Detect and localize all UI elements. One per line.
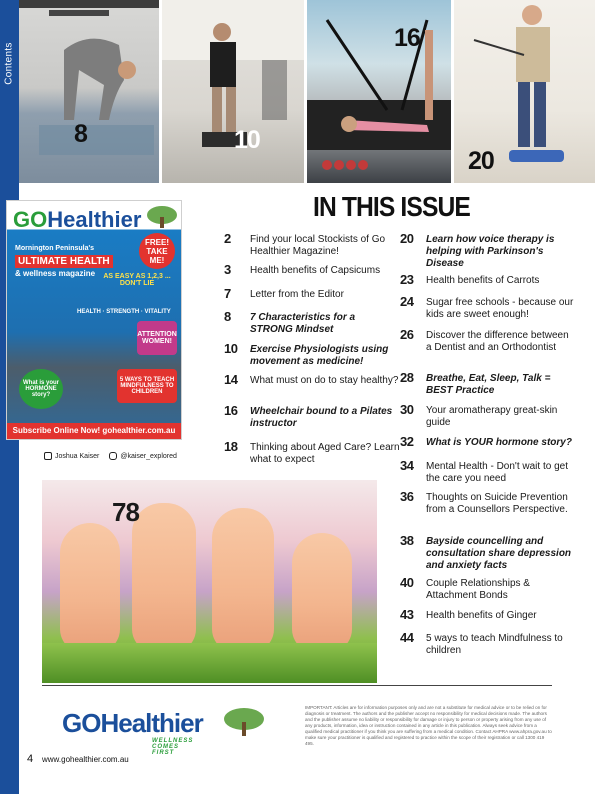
toc-entry[interactable] (400, 577, 590, 613)
toc-title: Bayside councelling and consultation share depression and anxiety facts (426, 536, 572, 571)
toc-title: Health benefits of Capsicums (250, 265, 381, 276)
magazine-cover (6, 200, 182, 440)
foot-shape (132, 503, 196, 653)
toc-page-number: 23 (400, 272, 414, 287)
toc-title: Letter from the Editor (250, 289, 344, 300)
credit-photographer (44, 452, 99, 460)
cover-attention-badge: ATTENTION WOMEN! (137, 321, 177, 355)
pilates-figure-illustration (307, 0, 451, 183)
toc-title: Your aromatherapy great-skin guide (426, 405, 558, 428)
toc-page-number: 18 (224, 439, 238, 454)
toc-title: Couple Relationships & Attachment Bonds (426, 578, 530, 601)
photo-feet (42, 480, 377, 683)
toc-page-number: 16 (224, 403, 238, 418)
toc-entry[interactable] (400, 233, 590, 269)
cover-title-rest: Healthier (47, 207, 142, 232)
website-link[interactable]: www.gohealthier.com.au (42, 755, 129, 764)
toc-title: Sugar free schools - because our kids are sweet enough! (426, 297, 574, 320)
cover-subhead: & wellness magazine (15, 269, 96, 278)
toc-entry[interactable] (224, 311, 414, 347)
toc-title: Health benefits of Ginger (426, 610, 537, 621)
gym-figure-illustration (162, 0, 304, 183)
toc-entry[interactable] (400, 535, 590, 571)
toc-entry[interactable] (400, 632, 590, 668)
footer-logo (62, 708, 203, 756)
toc-page-number: 10 (224, 341, 238, 356)
toc-page-number: 38 (400, 533, 414, 548)
toc-page-number: 40 (400, 575, 414, 590)
toc-page-number: 24 (400, 294, 414, 309)
toc-title: Exercise Physiologists using movement as medicine! (250, 344, 389, 367)
toc-entry[interactable] (400, 372, 590, 408)
toc-page-number: 2 (224, 231, 231, 246)
toc-title: Find your local Stockists of Go Healthier Magazine! (250, 234, 386, 257)
cover-tagline: Mornington Peninsula's (15, 245, 95, 252)
toc-page-number: 8 (224, 309, 231, 324)
camera-icon (44, 452, 52, 460)
photo-page-number: 8 (74, 120, 87, 148)
photo-credit (44, 452, 177, 460)
toc-page-number: 26 (400, 327, 414, 342)
foot-shape (292, 533, 352, 653)
instagram-icon (109, 452, 117, 460)
toc-page-number: 44 (400, 630, 414, 645)
toc-title: Discover the difference between a Dentist and an Orthodontist (426, 330, 569, 353)
photo-pilates (307, 0, 451, 183)
toc-title: What is YOUR hormone story? (426, 437, 572, 448)
toc-entry[interactable] (224, 441, 414, 477)
footer-tree-icon (222, 707, 266, 737)
toc-title: Health benefits of Carrots (426, 275, 540, 286)
footer-divider (42, 685, 552, 686)
cover-headline: ULTIMATE HEALTH (15, 255, 113, 268)
cover-easy-text: AS EASY AS 1,2,3 ... DON'T LIE (103, 273, 171, 287)
photo-page-number: 16 (394, 24, 420, 52)
toc-title: Mental Health - Don't wait to get the care you need (426, 461, 568, 484)
grass (42, 643, 377, 683)
toc-page-number: 7 (224, 286, 231, 301)
photo-yoga (19, 0, 159, 183)
toc-title: 7 Characteristics for a STRONG Mindset (250, 312, 356, 335)
toc-page-number: 20 (400, 231, 414, 246)
photo-page-number: 10 (234, 126, 260, 154)
disclaimer-text: IMPORTANT: Articles are for information purposes only and are not a substitute for medical advice or to be relied on for diagnosis or treatment. The authors and the publisher accept no responsibility for medical decisions made. The authors and the publisher assume no liability or responsibility for damage or injury to person or property arising from any use of any products, information, idea or instruction contained in any article in this publication. Always seek advice from a qualified medical practitioner if you think you are suffering from a medical condition. Contact AHPRA www.ahpra.gov.au to make sure your practitioner is qualified and registered to practice within the scope of their registration or call 1300 419 495. (305, 705, 552, 746)
cover-title-go: GO (13, 207, 48, 232)
cover-mindfulness-badge: 5 WAYS TO TEACH MINDFULNESS TO CHILDREN (117, 369, 177, 403)
toc-page-number: 14 (224, 372, 238, 387)
photo-gym (162, 0, 304, 183)
toc-title: What must on do to stay healthy? (250, 375, 399, 386)
cover-subscribe-banner: Subscribe Online Now! gohealthier.com.au (7, 423, 181, 439)
cover-title (13, 207, 141, 233)
photo-page-number: 20 (468, 147, 494, 175)
toc-title: Breathe, Eat, Sleep, Talk = BEST Practice (426, 373, 551, 396)
toc-entry[interactable] (400, 296, 590, 332)
side-tab-label: Contents (3, 42, 15, 85)
toc-page-number: 36 (400, 489, 414, 504)
footer-logo-go: GO (62, 708, 101, 738)
credit-handle: @kaiser_explored (120, 452, 177, 460)
toc-page-number: 34 (400, 458, 414, 473)
toc-page-number: 30 (400, 402, 414, 417)
foot-shape (212, 508, 274, 653)
page-title: IN THIS ISSUE (313, 191, 470, 222)
tree-icon (145, 205, 179, 229)
toc-page-number: 32 (400, 434, 414, 449)
footer-logo-tagline: WELLNESS COMES FIRST (152, 738, 194, 756)
toc-title: Thoughts on Suicide Prevention from a Counsellors Perspective. (426, 492, 568, 515)
toc-title: 5 ways to teach Mindfulness to children (426, 633, 563, 656)
footer-logo-rest: Healthier (100, 708, 203, 738)
credit-instagram (109, 452, 177, 460)
toc-entry[interactable] (400, 404, 590, 440)
feature-page-number: 78 (112, 497, 139, 527)
credit-name: Joshua Kaiser (55, 452, 100, 460)
page-number: 4 (27, 753, 34, 765)
toc-page-number: 28 (400, 370, 414, 385)
toc-page-number: 43 (400, 607, 414, 622)
toc-entry[interactable] (224, 405, 414, 441)
toc-entry[interactable] (400, 329, 590, 365)
yoga-figure-illustration (19, 0, 159, 183)
cover-free-badge: FREE! TAKE ME! (139, 233, 175, 269)
toc-title: Learn how voice therapy is helping with Parkinson's Disease (426, 234, 555, 269)
toc-title: Thinking about Aged Care? Learn what to expect (250, 442, 400, 465)
toc-title: Wheelchair bound to a Pilates instructor (250, 406, 393, 429)
toc-entry[interactable] (400, 491, 590, 527)
toc-page-number: 3 (224, 262, 231, 277)
cover-hormone-badge: What is your HORMONE story? (19, 369, 63, 409)
cover-pillars: HEALTH · STRENGTH · VITALITY (77, 309, 171, 315)
foot-shape (60, 523, 120, 653)
photo-balance (454, 0, 595, 183)
